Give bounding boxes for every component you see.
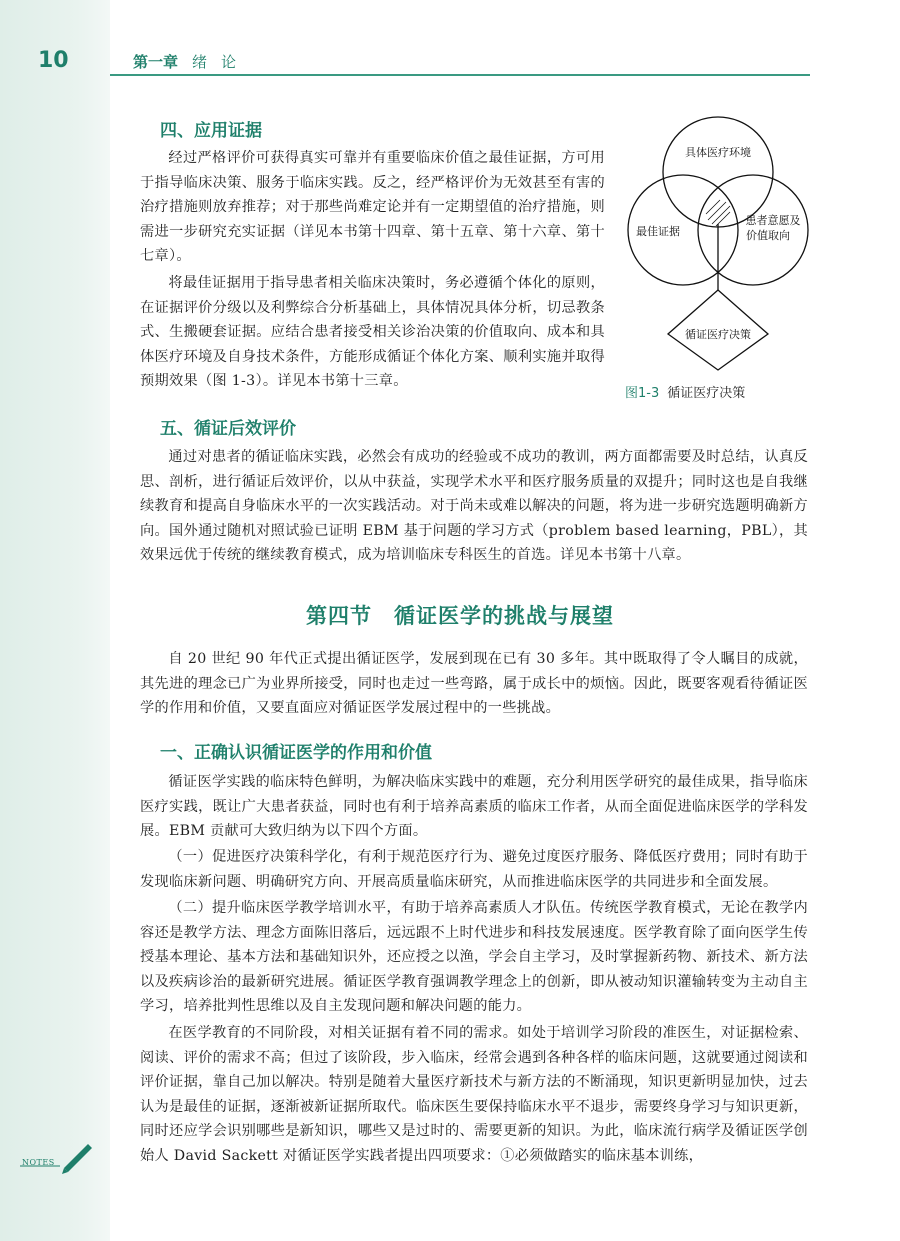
paragraph-role-value-4: 在医学教育的不同阶段，对相关证据有着不同的需求。如处于培训学习阶段的准医生，对证据检索、阅读、评价的需求不高；但过了该阶段，步入临床，经常会遇到各种各样的临床问题，这就要通过阅读和评价证据，靠自己加以解决。特别是随着大量医疗新技术与新方法的不断涌现，知识更新明显加快，过去认为是最佳的证据，逐渐被新证据所取代。临床医生要保持临床水平不退步，需要终身学习与知识更新，同时还应学会识别哪些是新知识，哪些又是过时的、需要更新的知识。为此，临床流行病学及循证医学创始人 David Sackett 对循证医学实践者提出四项要求：①必须做踏实的临床基本训练， <box>140 1025 808 1164</box>
section-title: 第四节 循证医学的挑战与展望 <box>306 604 614 628</box>
margin-strip <box>0 0 110 1241</box>
page-number: 10 <box>38 48 69 73</box>
figure-caption-text: 循证医疗决策 <box>667 386 746 401</box>
label-medical-environment: 具体医疗环境 <box>685 146 751 159</box>
paragraph-role-value-1: 循证医学实践的临床特色鲜明，为解决临床实践中的难题，充分利用医学研究的最佳成果，指导临床医疗实践，既让广大患者获益，同时也有利于培养高素质的临床工作者，从而全面促进临床医学的学科发展。EBM 贡献可大致归纳为以下四个方面。 <box>140 774 808 840</box>
label-patient-preference-2: 价值取向 <box>746 229 790 242</box>
label-evidence-based-decision: 循证医疗决策 <box>685 328 751 341</box>
label-best-evidence: 最佳证据 <box>636 225 680 238</box>
label-patient-preference-1: 患者意愿及 <box>745 214 801 227</box>
figure-caption-number: 图1-3 <box>625 386 660 401</box>
notes-label: NOTES <box>22 1158 55 1167</box>
running-head <box>133 51 250 72</box>
section-heading-apply-evidence: 四、应用证据 <box>160 121 262 141</box>
header-rule <box>110 74 810 76</box>
intersection-hatch <box>706 200 730 226</box>
paragraph-apply-evidence-1: 经过严格评价可获得真实可靠并有重要临床价值之最佳证据，方可用于指导临床决策、服务于临床实践。反之，经严格评价为无效甚至有害的治疗措施则放弃推荐；对于那些尚难定论并有一定期望值的治疗措施，则需进一步研究充实证据（详见本书第十四章、第十五章、第十六章、第十七章）。 <box>140 150 605 265</box>
paragraph-apply-evidence-2: 将最佳证据用于指导患者相关临床决策时，务必遵循个体化的原则，在证据评价分级以及利弊综合分析基础上，具体情况具体分析，切忌教条式、生搬硬套证据。应结合患者接受相关诊治决策的价值取向、成本和具体医疗环境及自身技术条件，方能形成循证个体化方案、顺利实施并取得预期效果（图 1-3）。详见本书第十三章。 <box>140 275 605 390</box>
paragraph-intro: 自 20 世纪 90 年代正式提出循证医学，发展到现在已有 30 多年。其中既取得了令人瞩目的成就，其先进的理念已广为业界所接受，同时也走过一些弯路，属于成长中的烦恼。因此，既要客观看待循证医学的作用和价值，又要直面应对循证医学发展过程中的一些挑战。 <box>140 651 808 717</box>
section-heading-post-evaluation: 五、循证后效评价 <box>160 419 296 439</box>
venn-diagram <box>618 112 818 374</box>
paragraph-post-evaluation: 通过对患者的循证临床实践，必然会有成功的经验或不成功的教训，两方面都需要及时总结，认真反思、剖析，进行循证后效评价，以从中获益，实现学术水平和医疗服务质量的双提升；同时这也是自我继续教育和提高自身临床水平的一次实践活动。对于尚未或难以解决的问题，将为进一步研究选题明确新方向。国外通过随机对照试验已证明 EBM 基于问题的学习方式（problem based learning，PBL），其效果远优于传统的继续教育模式，成为培训临床专科医生的首选。详见本书第十八章。 <box>140 449 808 564</box>
paragraph-role-value-3: （二）提升临床医学教学培训水平，有助于培养高素质人才队伍。传统医学教育模式，无论在教学内容还是教学方法、理念方面陈旧落后，远远跟不上时代进步和科技发展速度。医学教育除了面向医学生传授基本理论、基本方法和基础知识外，还应授之以渔，学会自主学习，及时掌握新药物、新技术、新方法以及疾病诊治的最新研究进展。循证医学教育强调教学理念上的创新，即从被动知识灌输转变为主动自主学习，培养批判性思维以及自主发现问题和解决问题的能力。 <box>140 900 808 1015</box>
figure-caption <box>625 382 745 401</box>
subsection-heading-role-value: 一、正确认识循证医学的作用和价值 <box>160 743 432 763</box>
chapter-title: 绪论 <box>192 53 251 71</box>
paragraph-role-value-2: （一）促进医疗决策科学化，有利于规范医疗行为、避免过度医疗服务、降低医疗费用；同时有助于发现临床新问题、明确研究方向、开展高质量临床研究，从而推进临床医学的共同进步和全面发展。 <box>140 849 808 890</box>
chapter-label: 第一章 <box>133 53 179 71</box>
figure-evidence-based-decision <box>618 112 818 374</box>
